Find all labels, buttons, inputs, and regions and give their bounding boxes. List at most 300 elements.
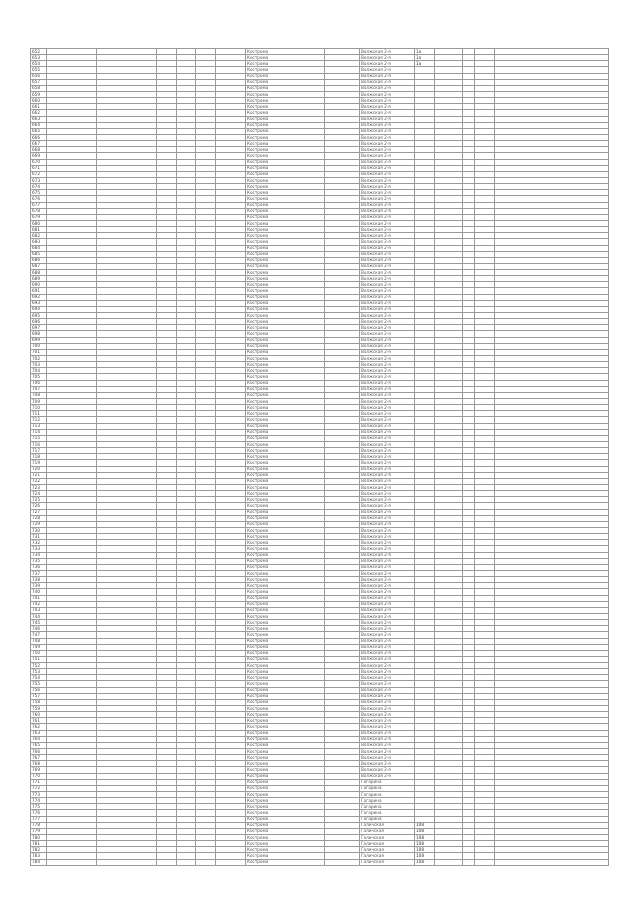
- city-cell: Кострома: [246, 313, 325, 319]
- street-cell: Волжская 2-я: [360, 515, 415, 521]
- row-number: 668: [31, 147, 47, 153]
- city-cell: Кострома: [246, 798, 325, 804]
- row-number: 653: [31, 55, 47, 61]
- city-cell: Кострома: [246, 177, 325, 183]
- city-cell: Кострома: [246, 399, 325, 405]
- city-cell: Кострома: [246, 638, 325, 644]
- row-number: 733: [31, 546, 47, 552]
- row-number: 659: [31, 91, 47, 97]
- city-cell: Кострома: [246, 718, 325, 724]
- row-number: 681: [31, 227, 47, 233]
- code-b-cell: [97, 859, 157, 865]
- city-cell: Кострома: [246, 257, 325, 263]
- city-cell: Кострома: [246, 675, 325, 681]
- row-number: 656: [31, 73, 47, 79]
- street-cell: Волжская 2-я: [360, 392, 415, 398]
- city-cell: Кострома: [246, 190, 325, 196]
- city-cell: Кострома: [246, 859, 325, 865]
- blank-cell: [463, 859, 475, 865]
- row-number: 660: [31, 98, 47, 104]
- city-cell: Кострома: [246, 656, 325, 662]
- row-number: 779: [31, 828, 47, 834]
- note-cell: [495, 859, 609, 865]
- row-number: 756: [31, 687, 47, 693]
- city-cell: Кострома: [246, 134, 325, 140]
- row-number: 661: [31, 104, 47, 110]
- street-cell: Волжская 2-я: [360, 79, 415, 85]
- blank-cell: [475, 859, 495, 865]
- street-cell: Волжская 2-я: [360, 650, 415, 656]
- row-number: 712: [31, 417, 47, 423]
- street-cell: Волжская 2-я: [360, 214, 415, 220]
- street-cell: Волжская 2-я: [360, 736, 415, 742]
- city-cell: Кострома: [246, 448, 325, 454]
- city-cell: Кострома: [246, 91, 325, 97]
- row-number: 774: [31, 798, 47, 804]
- row-number: 708: [31, 392, 47, 398]
- street-cell: Галичская: [360, 847, 415, 853]
- row-number: 682: [31, 233, 47, 239]
- city-cell: Кострома: [246, 417, 325, 423]
- row-number: 762: [31, 724, 47, 730]
- city-cell: Кострома: [246, 785, 325, 791]
- city-cell: Кострома: [246, 466, 325, 472]
- row-number: 729: [31, 521, 47, 527]
- register-sheet: [30, 48, 608, 866]
- street-cell: Волжская 2-я: [360, 767, 415, 773]
- city-cell: Кострома: [246, 319, 325, 325]
- row-number: 671: [31, 165, 47, 171]
- street-cell: Волжская 2-я: [360, 374, 415, 380]
- street-cell: Волжская 2-я: [360, 669, 415, 675]
- city-cell: Кострома: [246, 835, 325, 841]
- row-number: 719: [31, 460, 47, 466]
- blank-cell: [435, 859, 463, 865]
- street-cell: Галичская: [360, 835, 415, 841]
- street-cell: Волжская 2-я: [360, 202, 415, 208]
- row-number: 693: [31, 300, 47, 306]
- city-cell: Кострома: [246, 435, 325, 441]
- city-cell: Кострома: [246, 847, 325, 853]
- city-cell: Кострома: [246, 411, 325, 417]
- street-cell: Волжская 2-я: [360, 638, 415, 644]
- city-cell: Кострома: [246, 270, 325, 276]
- row-number: 770: [31, 773, 47, 779]
- street-cell: Волжская 2-я: [360, 177, 415, 183]
- city-cell: Кострома: [246, 767, 325, 773]
- street-cell: Волжская 2-я: [360, 620, 415, 626]
- house-cell: 108: [415, 853, 435, 859]
- city-cell: Кострома: [246, 220, 325, 226]
- row-number: 715: [31, 435, 47, 441]
- street-cell: Волжская 2-я: [360, 755, 415, 761]
- row-number: 736: [31, 564, 47, 570]
- street-cell: Волжская 2-я: [360, 196, 415, 202]
- row-number: 740: [31, 589, 47, 595]
- row-number: 776: [31, 810, 47, 816]
- row-number: 758: [31, 699, 47, 705]
- street-cell: Волжская 2-я: [360, 49, 415, 55]
- city-cell: Кострома: [246, 159, 325, 165]
- street-cell: Волжская 2-я: [360, 687, 415, 693]
- row-number: 710: [31, 405, 47, 411]
- city-cell: Кострома: [246, 699, 325, 705]
- row-number: 658: [31, 85, 47, 91]
- row-number: 743: [31, 607, 47, 613]
- house-cell: 108: [415, 835, 435, 841]
- row-number: 766: [31, 749, 47, 755]
- street-cell: Волжская 2-я: [360, 681, 415, 687]
- blank-cell: [216, 859, 246, 865]
- city-cell: Кострома: [246, 368, 325, 374]
- street-cell: Волжская 2-я: [360, 577, 415, 583]
- city-cell: Кострома: [246, 460, 325, 466]
- city-cell: Кострома: [246, 282, 325, 288]
- street-cell: Волжская 2-я: [360, 165, 415, 171]
- street-cell: Волжская 2-я: [360, 632, 415, 638]
- city-cell: Кострома: [246, 706, 325, 712]
- blank-cell: [196, 859, 216, 865]
- street-cell: Волжская 2-я: [360, 91, 415, 97]
- city-cell: Кострома: [246, 380, 325, 386]
- house-cell: 108: [415, 822, 435, 828]
- city-cell: Кострома: [246, 669, 325, 675]
- street-cell: Волжская 2-я: [360, 159, 415, 165]
- city-cell: Кострома: [246, 429, 325, 435]
- row-number: 675: [31, 190, 47, 196]
- street-cell: Волжская 2-я: [360, 98, 415, 104]
- row-number: 687: [31, 263, 47, 269]
- row-number: 781: [31, 841, 47, 847]
- row-number: 777: [31, 816, 47, 822]
- row-number: 721: [31, 472, 47, 478]
- city-cell: Кострома: [246, 362, 325, 368]
- city-cell: Кострома: [246, 294, 325, 300]
- row-number: 698: [31, 331, 47, 337]
- street-cell: Волжская 2-я: [360, 147, 415, 153]
- city-cell: Кострома: [246, 343, 325, 349]
- street-cell: Волжская 2-я: [360, 325, 415, 331]
- street-cell: Волжская 2-я: [360, 294, 415, 300]
- city-cell: Кострома: [246, 503, 325, 509]
- row-number: 755: [31, 681, 47, 687]
- row-number: 672: [31, 171, 47, 177]
- row-number: 773: [31, 792, 47, 798]
- street-cell: Волжская 2-я: [360, 699, 415, 705]
- street-cell: Волжская 2-я: [360, 509, 415, 515]
- row-number: 713: [31, 423, 47, 429]
- city-cell: Кострома: [246, 521, 325, 527]
- row-number: 707: [31, 386, 47, 392]
- city-cell: Кострома: [246, 227, 325, 233]
- city-cell: Кострома: [246, 349, 325, 355]
- city-cell: Кострома: [246, 755, 325, 761]
- street-cell: Волжская 2-я: [360, 190, 415, 196]
- street-cell: Волжская 2-я: [360, 454, 415, 460]
- city-cell: Кострома: [246, 540, 325, 546]
- street-cell: Волжская 2-я: [360, 761, 415, 767]
- row-number: 691: [31, 288, 47, 294]
- city-cell: Кострома: [246, 595, 325, 601]
- city-cell: Кострома: [246, 613, 325, 619]
- register-rows: [31, 49, 609, 866]
- city-cell: Кострома: [246, 374, 325, 380]
- row-number: 730: [31, 527, 47, 533]
- street-cell: Волжская 2-я: [360, 239, 415, 245]
- street-cell: Волжская 2-я: [360, 448, 415, 454]
- city-cell: Кострома: [246, 546, 325, 552]
- street-cell: Волжская 2-я: [360, 227, 415, 233]
- city-cell: Кострома: [246, 122, 325, 128]
- row-number: 724: [31, 491, 47, 497]
- street-cell: Гагарина: [360, 804, 415, 810]
- street-cell: Волжская 2-я: [360, 411, 415, 417]
- street-cell: Волжская 2-я: [360, 251, 415, 257]
- city-cell: Кострома: [246, 816, 325, 822]
- city-cell: Кострома: [246, 601, 325, 607]
- city-cell: Кострома: [246, 128, 325, 134]
- row-number: 657: [31, 79, 47, 85]
- city-cell: Кострома: [246, 239, 325, 245]
- city-cell: Кострома: [246, 67, 325, 73]
- street-cell: Волжская 2-я: [360, 742, 415, 748]
- row-number: 748: [31, 638, 47, 644]
- city-cell: Кострома: [246, 810, 325, 816]
- city-cell: Кострома: [246, 620, 325, 626]
- street-cell: Волжская 2-я: [360, 104, 415, 110]
- street-cell: Волжская 2-я: [360, 589, 415, 595]
- row-number: 670: [31, 159, 47, 165]
- city-cell: Кострома: [246, 478, 325, 484]
- street-cell: Волжская 2-я: [360, 110, 415, 116]
- row-number: 772: [31, 785, 47, 791]
- street-cell: Галичская: [360, 841, 415, 847]
- street-cell: Волжская 2-я: [360, 484, 415, 490]
- row-number: 738: [31, 577, 47, 583]
- row-number: 764: [31, 736, 47, 742]
- street-cell: Волжская 2-я: [360, 122, 415, 128]
- city-cell: Кострома: [246, 515, 325, 521]
- row-number: 734: [31, 552, 47, 558]
- city-cell: Кострома: [246, 792, 325, 798]
- street-cell: Волжская 2-я: [360, 270, 415, 276]
- row-number: 761: [31, 718, 47, 724]
- city-cell: Кострома: [246, 632, 325, 638]
- city-cell: Кострома: [246, 730, 325, 736]
- city-cell: Кострома: [246, 570, 325, 576]
- row-number: 683: [31, 239, 47, 245]
- row-number: 662: [31, 110, 47, 116]
- row-number: 784: [31, 859, 47, 865]
- street-cell: Волжская 2-я: [360, 233, 415, 239]
- city-cell: Кострома: [246, 577, 325, 583]
- row-number: 769: [31, 767, 47, 773]
- city-cell: Кострома: [246, 251, 325, 257]
- row-number: 767: [31, 755, 47, 761]
- street-cell: Волжская 2-я: [360, 128, 415, 134]
- city-cell: Кострома: [246, 73, 325, 79]
- row-number: 706: [31, 380, 47, 386]
- row-number: 783: [31, 853, 47, 859]
- row-number: 709: [31, 399, 47, 405]
- row-number: 778: [31, 822, 47, 828]
- street-cell: Волжская 2-я: [360, 349, 415, 355]
- street-cell: Гагарина: [360, 785, 415, 791]
- city-cell: Кострома: [246, 245, 325, 251]
- row-number: 763: [31, 730, 47, 736]
- city-cell: Кострома: [246, 509, 325, 515]
- street-cell: Волжская 2-я: [360, 331, 415, 337]
- city-cell: Кострома: [246, 85, 325, 91]
- city-cell: Кострома: [246, 165, 325, 171]
- city-cell: Кострома: [246, 828, 325, 834]
- city-cell: Кострома: [246, 110, 325, 116]
- row-number: 714: [31, 429, 47, 435]
- city-cell: Кострома: [246, 153, 325, 159]
- row-number: 716: [31, 442, 47, 448]
- city-cell: Кострома: [246, 583, 325, 589]
- street-cell: Галичская: [360, 859, 415, 865]
- row-number: 705: [31, 374, 47, 380]
- street-cell: Волжская 2-я: [360, 583, 415, 589]
- row-number: 667: [31, 141, 47, 147]
- address-register-table: [30, 48, 609, 866]
- city-cell: Кострома: [246, 276, 325, 282]
- row-number: 717: [31, 448, 47, 454]
- city-cell: Кострома: [246, 337, 325, 343]
- row-number: 655: [31, 67, 47, 73]
- street-cell: Волжская 2-я: [360, 288, 415, 294]
- row-number: 744: [31, 613, 47, 619]
- street-cell: Волжская 2-я: [360, 55, 415, 61]
- city-cell: Кострома: [246, 171, 325, 177]
- row-number: 725: [31, 497, 47, 503]
- city-cell: Кострома: [246, 491, 325, 497]
- row-number: 720: [31, 466, 47, 472]
- house-cell: 108: [415, 859, 435, 865]
- row-number: 674: [31, 184, 47, 190]
- city-cell: Кострома: [246, 527, 325, 533]
- street-cell: Волжская 2-я: [360, 337, 415, 343]
- row-number: 775: [31, 804, 47, 810]
- row-number: 704: [31, 368, 47, 374]
- city-cell: Кострома: [246, 804, 325, 810]
- row-number: 652: [31, 49, 47, 55]
- row-number: 737: [31, 570, 47, 576]
- street-cell: Волжская 2-я: [360, 362, 415, 368]
- street-cell: Волжская 2-я: [360, 245, 415, 251]
- street-cell: Гагарина: [360, 810, 415, 816]
- street-cell: Волжская 2-я: [360, 184, 415, 190]
- row-number: 726: [31, 503, 47, 509]
- street-cell: Волжская 2-я: [360, 116, 415, 122]
- street-cell: Волжская 2-я: [360, 558, 415, 564]
- street-cell: Волжская 2-я: [360, 693, 415, 699]
- city-cell: Кострома: [246, 564, 325, 570]
- row-number: 757: [31, 693, 47, 699]
- city-cell: Кострома: [246, 104, 325, 110]
- street-cell: Волжская 2-я: [360, 607, 415, 613]
- row-number: 718: [31, 454, 47, 460]
- city-cell: Кострома: [246, 472, 325, 478]
- row-number: 699: [31, 337, 47, 343]
- row-number: 759: [31, 706, 47, 712]
- street-cell: Волжская 2-я: [360, 429, 415, 435]
- row-number: 747: [31, 632, 47, 638]
- city-cell: Кострома: [246, 534, 325, 540]
- street-cell: Волжская 2-я: [360, 343, 415, 349]
- street-cell: Волжская 2-я: [360, 442, 415, 448]
- code-a-cell: [47, 859, 97, 865]
- house-cell: 1а: [415, 49, 435, 55]
- street-cell: Волжская 2-я: [360, 656, 415, 662]
- city-cell: Кострома: [246, 325, 325, 331]
- row-number: 771: [31, 779, 47, 785]
- city-cell: Кострома: [246, 214, 325, 220]
- street-cell: Волжская 2-я: [360, 73, 415, 79]
- city-cell: Кострома: [246, 442, 325, 448]
- row-number: 746: [31, 626, 47, 632]
- city-cell: Кострома: [246, 233, 325, 239]
- street-cell: Волжская 2-я: [360, 460, 415, 466]
- city-cell: Кострома: [246, 779, 325, 785]
- row-number: 694: [31, 306, 47, 312]
- city-cell: Кострома: [246, 98, 325, 104]
- table-row: [31, 859, 609, 865]
- row-number: 754: [31, 675, 47, 681]
- street-cell: Волжская 2-я: [360, 663, 415, 669]
- row-number: 678: [31, 208, 47, 214]
- street-cell: Галичская: [360, 853, 415, 859]
- row-number: 677: [31, 202, 47, 208]
- row-number: 701: [31, 349, 47, 355]
- street-cell: Волжская 2-я: [360, 601, 415, 607]
- city-cell: Кострома: [246, 749, 325, 755]
- street-cell: Волжская 2-я: [360, 263, 415, 269]
- street-cell: Волжская 2-я: [360, 134, 415, 140]
- street-cell: Волжская 2-я: [360, 626, 415, 632]
- street-cell: Волжская 2-я: [360, 405, 415, 411]
- street-cell: Волжская 2-я: [360, 61, 415, 67]
- city-cell: Кострома: [246, 558, 325, 564]
- street-cell: Волжская 2-я: [360, 534, 415, 540]
- city-cell: Кострома: [246, 141, 325, 147]
- city-cell: Кострома: [246, 300, 325, 306]
- blank-cell: [177, 859, 196, 865]
- street-cell: Волжская 2-я: [360, 478, 415, 484]
- city-cell: Кострома: [246, 626, 325, 632]
- row-number: 735: [31, 558, 47, 564]
- street-cell: Волжская 2-я: [360, 85, 415, 91]
- city-cell: Кострома: [246, 306, 325, 312]
- row-number: 753: [31, 669, 47, 675]
- row-number: 780: [31, 835, 47, 841]
- street-cell: Волжская 2-я: [360, 313, 415, 319]
- city-cell: Кострома: [246, 650, 325, 656]
- street-cell: Волжская 2-я: [360, 220, 415, 226]
- row-number: 741: [31, 595, 47, 601]
- street-cell: Волжская 2-я: [360, 319, 415, 325]
- street-cell: Волжская 2-я: [360, 718, 415, 724]
- city-cell: Кострома: [246, 147, 325, 153]
- row-number: 731: [31, 534, 47, 540]
- row-number: 752: [31, 663, 47, 669]
- city-cell: Кострома: [246, 454, 325, 460]
- city-cell: Кострома: [246, 644, 325, 650]
- city-cell: Кострома: [246, 693, 325, 699]
- street-cell: Волжская 2-я: [360, 570, 415, 576]
- city-cell: Кострома: [246, 196, 325, 202]
